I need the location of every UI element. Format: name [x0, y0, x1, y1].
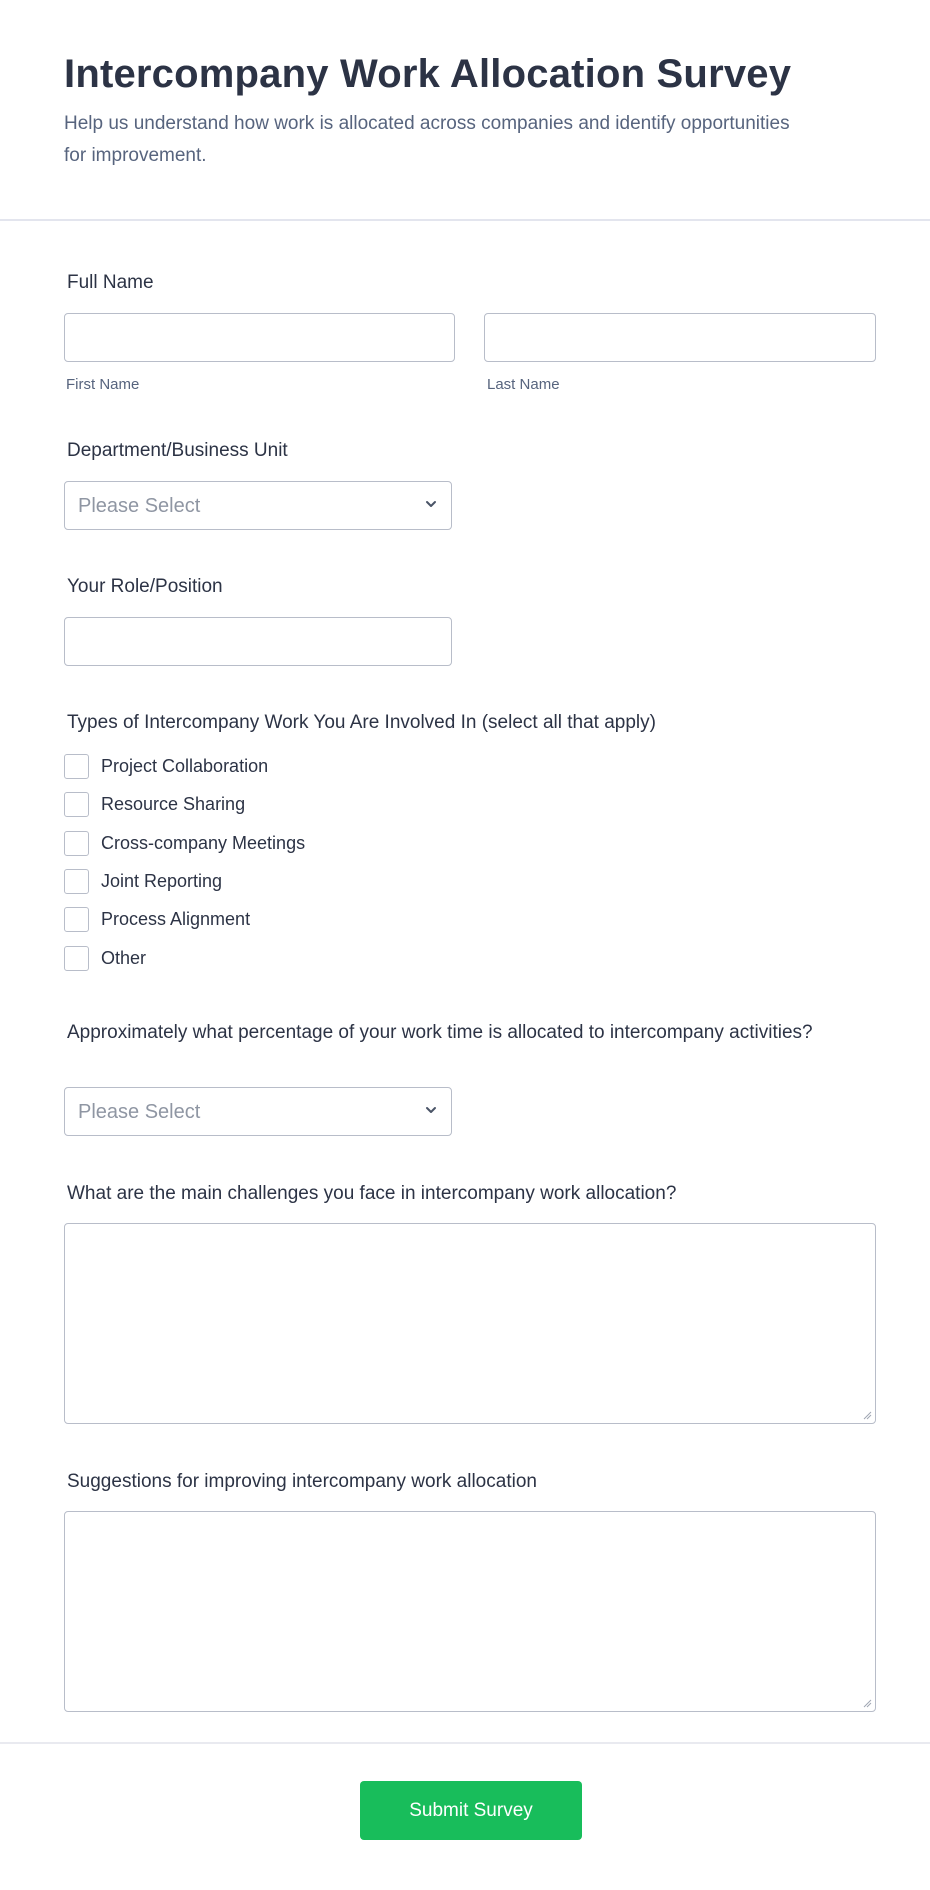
page-subtitle: Help us understand how work is allocated across companies and identify opportunities for improvement.	[64, 113, 790, 166]
checkbox-label: Joint Reporting	[101, 871, 223, 891]
first-name-sublabel: First Name	[66, 376, 140, 393]
last-name-input[interactable]	[484, 313, 876, 362]
challenges-label: What are the main challenges you face in intercompany work allocation?	[67, 1183, 677, 1204]
role-label: Your Role/Position	[67, 576, 223, 597]
percentage-select[interactable]	[64, 1087, 452, 1136]
full-name-label: Full Name	[67, 272, 154, 293]
chevron-down-icon	[423, 1102, 439, 1118]
resize-handle-icon[interactable]	[863, 1411, 872, 1420]
role-input[interactable]	[64, 617, 452, 666]
page-title: Intercompany Work Allocation Survey	[64, 52, 792, 96]
work-types-label: Types of Intercompany Work You Are Involved In (select all that apply)	[67, 712, 656, 733]
checkbox[interactable]	[64, 907, 89, 932]
percentage-label: Approximately what percentage of your work time is allocated to intercompany activities?	[67, 1022, 813, 1043]
resize-handle-icon[interactable]	[863, 1699, 872, 1708]
department-select-value: Please Select	[78, 495, 201, 517]
form-header	[0, 0, 930, 221]
checkbox[interactable]	[64, 946, 89, 971]
last-name-sublabel: Last Name	[487, 376, 560, 393]
suggestions-label: Suggestions for improving intercompany work allocation	[67, 1471, 537, 1492]
checkbox-label: Other	[101, 948, 147, 968]
checkbox[interactable]	[64, 869, 89, 894]
footer-divider	[0, 1742, 930, 1744]
suggestions-textarea[interactable]	[64, 1511, 876, 1712]
submit-survey-button[interactable]: Submit Survey	[360, 1781, 582, 1840]
checkbox[interactable]	[64, 754, 89, 779]
checkbox[interactable]	[64, 792, 89, 817]
challenges-textarea[interactable]	[64, 1223, 876, 1424]
department-select[interactable]	[64, 481, 452, 530]
checkbox-label: Project Collaboration	[101, 756, 269, 776]
checkbox[interactable]	[64, 831, 89, 856]
percentage-select-value: Please Select	[78, 1101, 201, 1123]
department-label: Department/Business Unit	[67, 440, 288, 461]
chevron-down-icon	[423, 496, 439, 512]
checkbox-label: Cross-company Meetings	[101, 833, 306, 853]
checkbox-label: Process Alignment	[101, 909, 251, 929]
first-name-input[interactable]	[64, 313, 455, 362]
checkbox-label: Resource Sharing	[101, 794, 246, 814]
